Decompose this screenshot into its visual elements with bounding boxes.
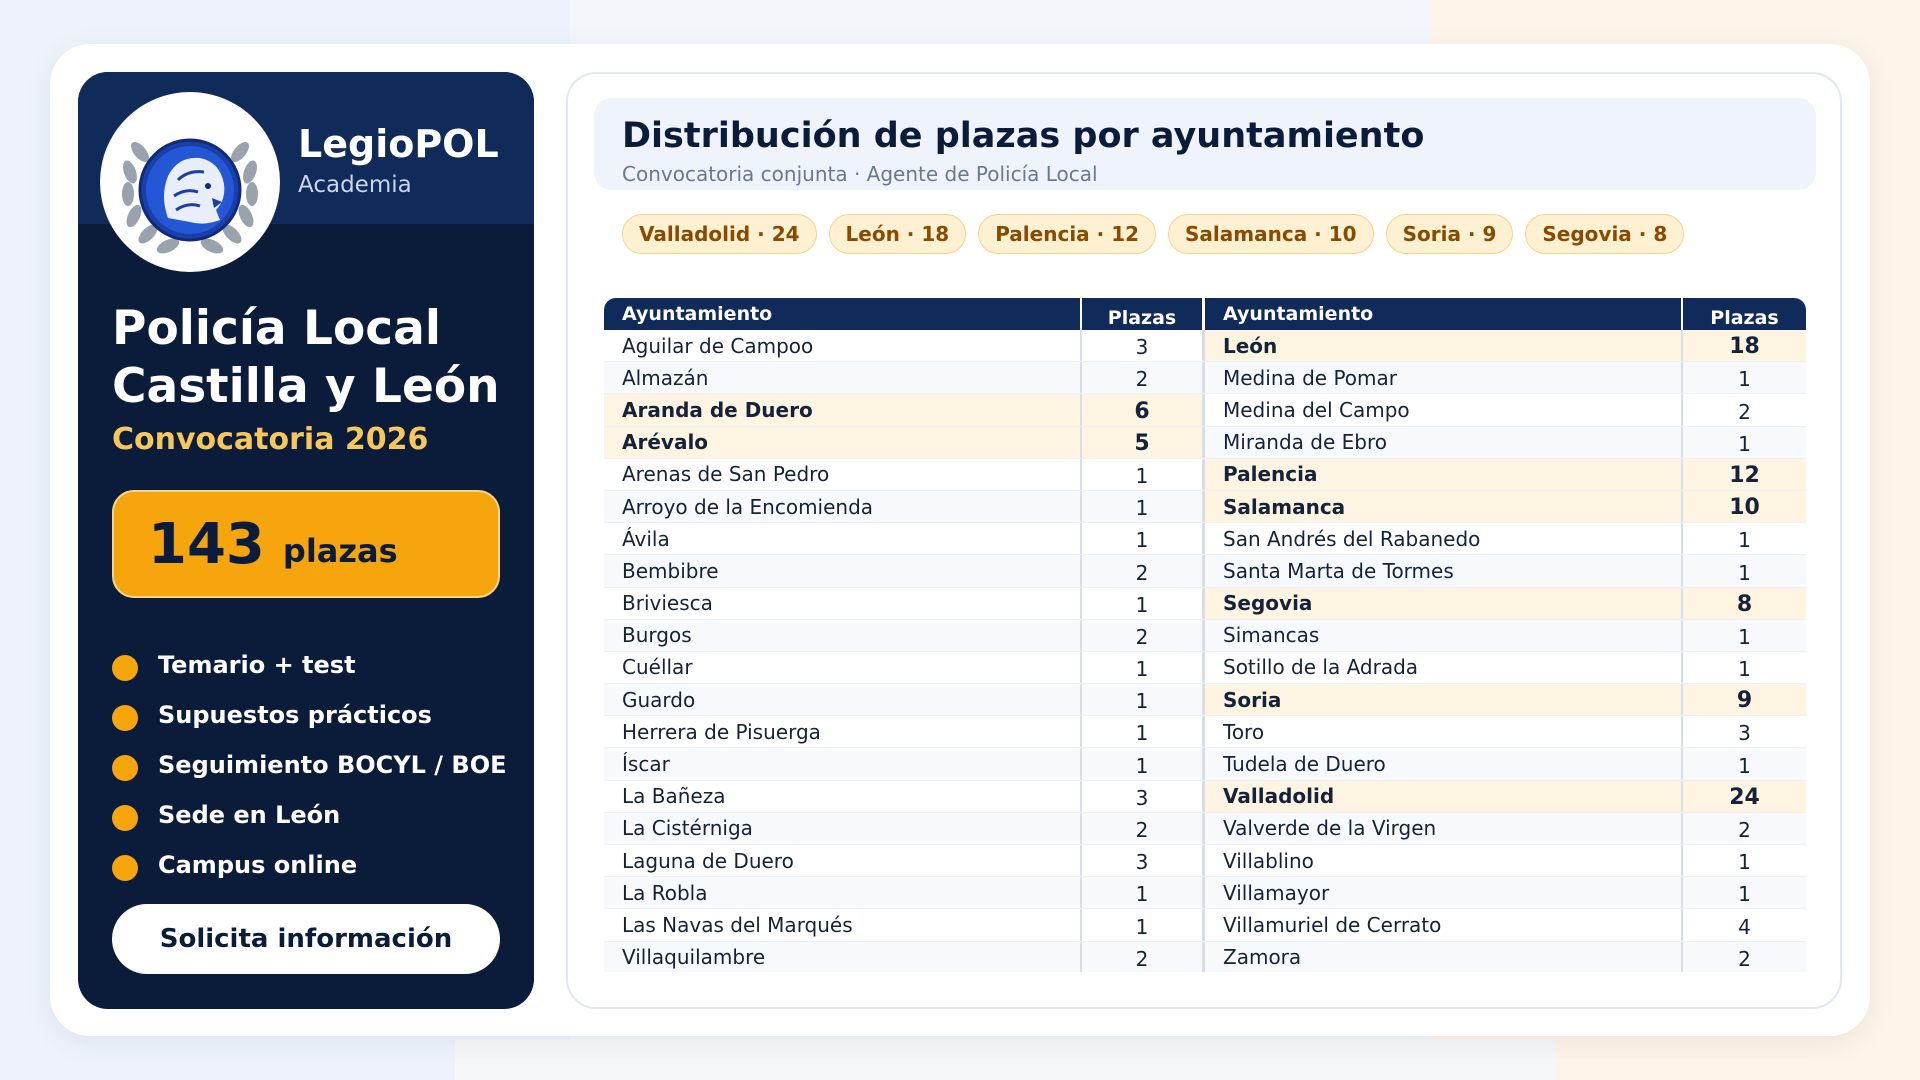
feature-label: Sede en León [158, 801, 341, 829]
orange-dot-icon [112, 805, 138, 831]
plazas-cell: 1 [1082, 748, 1205, 779]
brand-name: LegioPOL [298, 122, 499, 166]
plazas-cell: 2 [1738, 946, 1751, 971]
table-row [604, 877, 1205, 909]
ayuntamiento-cell: Miranda de Ebro [1205, 427, 1683, 458]
ayuntamiento-cell: Burgos [604, 620, 1082, 651]
plazas-cell: 1 [1738, 560, 1751, 585]
plazas-cell: 1 [1738, 882, 1751, 907]
table-row [1205, 942, 1806, 972]
table-row [604, 459, 1205, 491]
ayuntamiento-cell: Arenas de San Pedro [604, 459, 1082, 490]
ayuntamiento-cell: Laguna de Duero [604, 845, 1082, 876]
ayuntamiento-cell: Valverde de la Virgen [1205, 813, 1683, 844]
table-row [604, 330, 1205, 362]
feature-item [112, 840, 507, 890]
city-pill: Segovia · 8 [1525, 214, 1684, 254]
ayuntamiento-cell: Santa Marta de Tormes [1205, 555, 1683, 586]
plazas-cell: 3 [1738, 721, 1751, 746]
table-row [604, 813, 1205, 845]
ayuntamiento-cell: Medina de Pomar [1205, 362, 1683, 393]
table-row [1205, 684, 1806, 716]
distribution-title: Distribución de plazas por ayuntamiento [622, 116, 1425, 156]
plazas-cell: 1 [1082, 523, 1205, 554]
ayuntamiento-cell: San Andrés del Rabanedo [1205, 523, 1683, 554]
ayuntamiento-cell: La Robla [604, 877, 1082, 908]
plazas-table [604, 298, 1806, 972]
plazas-cell: 1 [1082, 684, 1205, 715]
ayuntamiento-cell: Segovia [1205, 588, 1683, 619]
ayuntamiento-cell: Aguilar de Campoo [604, 330, 1082, 361]
ayuntamiento-cell: La Cistérniga [604, 813, 1082, 844]
ayuntamiento-cell: Herrera de Pisuerga [604, 716, 1082, 747]
page-title [112, 300, 500, 416]
city-pill: León · 18 [829, 214, 967, 254]
distribution-subtitle: Convocatoria conjunta · Agente de Policía Local [622, 162, 1098, 186]
ayuntamiento-cell: Villaquilambre [604, 942, 1082, 972]
plazas-cell: 12 [1729, 462, 1760, 488]
plazas-cell: 1 [1082, 909, 1205, 940]
plazas-cell: 1 [1738, 431, 1751, 456]
table-row [604, 845, 1205, 877]
table-row [1205, 813, 1806, 845]
ayuntamiento-cell: Toro [1205, 716, 1683, 747]
table-row [1205, 362, 1806, 394]
table-row [604, 523, 1205, 555]
table-row [604, 748, 1205, 780]
feature-item [112, 790, 507, 840]
table-row [1205, 588, 1806, 620]
distribution-panel [566, 72, 1842, 1009]
plazas-cell: 1 [1082, 877, 1205, 908]
plazas-cell: 1 [1738, 657, 1751, 682]
ayuntamiento-cell: Villamuriel de Cerrato [1205, 909, 1683, 940]
feature-item [112, 640, 507, 690]
ayuntamiento-cell: Villablino [1205, 845, 1683, 876]
ayuntamiento-cell: Arroyo de la Encomienda [604, 491, 1082, 522]
header-ayuntamiento: Ayuntamiento [1205, 298, 1683, 330]
ayuntamiento-cell: Sotillo de la Adrada [1205, 652, 1683, 683]
ayuntamiento-cell: Villamayor [1205, 877, 1683, 908]
header-plazas: Plazas [1082, 298, 1205, 330]
ayuntamiento-cell: Palencia [1205, 459, 1683, 490]
feature-item [112, 740, 507, 790]
plazas-cell: 1 [1082, 459, 1205, 490]
plazas-count-badge [112, 490, 500, 598]
plazas-cell: 1 [1738, 753, 1751, 778]
table-row [1205, 394, 1806, 426]
table-column-left [604, 298, 1205, 972]
ayuntamiento-cell: Bembibre [604, 555, 1082, 586]
solicita-informacion-button[interactable]: Solicita información [112, 904, 500, 974]
feature-label: Seguimiento BOCYL / BOE [158, 751, 507, 779]
table-row [1205, 491, 1806, 523]
ayuntamiento-cell: Salamanca [1205, 491, 1683, 522]
table-row [604, 652, 1205, 684]
plazas-cell: 5 [1082, 427, 1205, 458]
feature-item [112, 690, 507, 740]
plazas-count-number: 143 [148, 511, 265, 577]
plazas-cell: 1 [1082, 652, 1205, 683]
plazas-cell: 1 [1738, 624, 1751, 649]
plazas-cell: 24 [1729, 784, 1760, 810]
table-row [1205, 781, 1806, 813]
plazas-cell: 2 [1082, 813, 1205, 844]
lion-laurel-logo-icon [100, 92, 280, 272]
plazas-cell: 1 [1738, 528, 1751, 553]
ayuntamiento-cell: León [1205, 330, 1683, 361]
city-pill: Valladolid · 24 [622, 214, 817, 254]
brand-block [298, 122, 499, 198]
plazas-cell: 2 [1738, 818, 1751, 842]
table-row [604, 781, 1205, 813]
ayuntamiento-cell: Cuéllar [604, 652, 1082, 683]
table-row [1205, 523, 1806, 555]
plazas-cell: 1 [1082, 716, 1205, 747]
city-pill: Salamanca · 10 [1168, 214, 1374, 254]
table-row [1205, 555, 1806, 587]
title-line-2: Castilla y León [112, 359, 500, 414]
background-band-bottom [455, 1040, 1555, 1080]
table-row [604, 620, 1205, 652]
table-row [1205, 330, 1806, 362]
plazas-cell: 2 [1082, 362, 1205, 393]
city-pill: Palencia · 12 [978, 214, 1156, 254]
plazas-cell: 6 [1082, 394, 1205, 425]
distribution-header [594, 98, 1816, 190]
top-cities-pills [622, 214, 1684, 254]
orange-dot-icon [112, 655, 138, 681]
feature-label: Temario + test [158, 651, 356, 679]
table-row [1205, 716, 1806, 748]
plazas-cell: 8 [1736, 591, 1753, 617]
plazas-cell: 2 [1082, 620, 1205, 651]
table-row [604, 427, 1205, 459]
plazas-cell: 3 [1082, 781, 1205, 812]
table-row [604, 909, 1205, 941]
ayuntamiento-cell: Aranda de Duero [604, 394, 1082, 425]
header-ayuntamiento: Ayuntamiento [604, 298, 1082, 330]
plazas-cell: 2 [1082, 555, 1205, 586]
ayuntamiento-cell: Las Navas del Marqués [604, 909, 1082, 940]
plazas-cell: 1 [1082, 491, 1205, 522]
table-row [1205, 459, 1806, 491]
ayuntamiento-cell: Medina del Campo [1205, 394, 1683, 425]
ayuntamiento-cell: Almazán [604, 362, 1082, 393]
title-line-1: Policía Local [112, 301, 441, 356]
ayuntamiento-cell: Valladolid [1205, 781, 1683, 812]
plazas-cell: 1 [1738, 367, 1751, 392]
plazas-cell: 2 [1082, 942, 1205, 972]
ayuntamiento-cell: Íscar [604, 748, 1082, 779]
table-row [604, 716, 1205, 748]
features-list [112, 640, 507, 890]
header-plazas: Plazas [1710, 307, 1779, 329]
table-row [1205, 620, 1806, 652]
ayuntamiento-cell: Ávila [604, 523, 1082, 554]
table-row [604, 588, 1205, 620]
plazas-cell: 3 [1082, 330, 1205, 361]
ayuntamiento-cell: Arévalo [604, 427, 1082, 458]
ayuntamiento-cell: Zamora [1205, 942, 1683, 972]
sidebar-panel [78, 72, 534, 1009]
plazas-cell: 9 [1736, 688, 1753, 714]
feature-label: Campus online [158, 851, 358, 879]
plazas-count-label: plazas [282, 532, 398, 570]
orange-dot-icon [112, 705, 138, 731]
table-header [604, 298, 1205, 330]
ayuntamiento-cell: Tudela de Duero [1205, 748, 1683, 779]
ayuntamiento-cell: Simancas [1205, 620, 1683, 651]
plazas-cell: 3 [1082, 845, 1205, 876]
ayuntamiento-cell: Briviesca [604, 588, 1082, 619]
orange-dot-icon [112, 855, 138, 881]
plazas-cell: 18 [1729, 334, 1760, 360]
table-row [604, 362, 1205, 394]
table-row [604, 942, 1205, 972]
table-row [604, 684, 1205, 716]
ayuntamiento-cell: La Bañeza [604, 781, 1082, 812]
ayuntamiento-cell: Soria [1205, 684, 1683, 715]
feature-label: Supuestos prácticos [158, 701, 432, 729]
table-row [1205, 427, 1806, 459]
orange-dot-icon [112, 755, 138, 781]
table-row [604, 491, 1205, 523]
plazas-cell: 4 [1738, 914, 1751, 939]
plazas-cell: 1 [1082, 588, 1205, 619]
table-header [1205, 298, 1806, 330]
city-pill: Soria · 9 [1386, 214, 1514, 254]
table-body-right [1205, 330, 1806, 972]
ayuntamiento-cell: Guardo [604, 684, 1082, 715]
table-body-left [604, 330, 1205, 972]
convocatoria-subtitle: Convocatoria 2026 [112, 422, 429, 457]
plazas-cell: 10 [1729, 495, 1760, 521]
table-row [1205, 909, 1806, 941]
table-row [1205, 845, 1806, 877]
plazas-cell: 2 [1738, 399, 1751, 424]
brand-subtitle: Academia [298, 172, 412, 198]
table-row [1205, 877, 1806, 909]
table-row [604, 555, 1205, 587]
table-row [1205, 748, 1806, 780]
table-row [604, 394, 1205, 426]
table-row [1205, 652, 1806, 684]
plazas-cell: 1 [1738, 850, 1751, 875]
table-column-right [1205, 298, 1806, 972]
